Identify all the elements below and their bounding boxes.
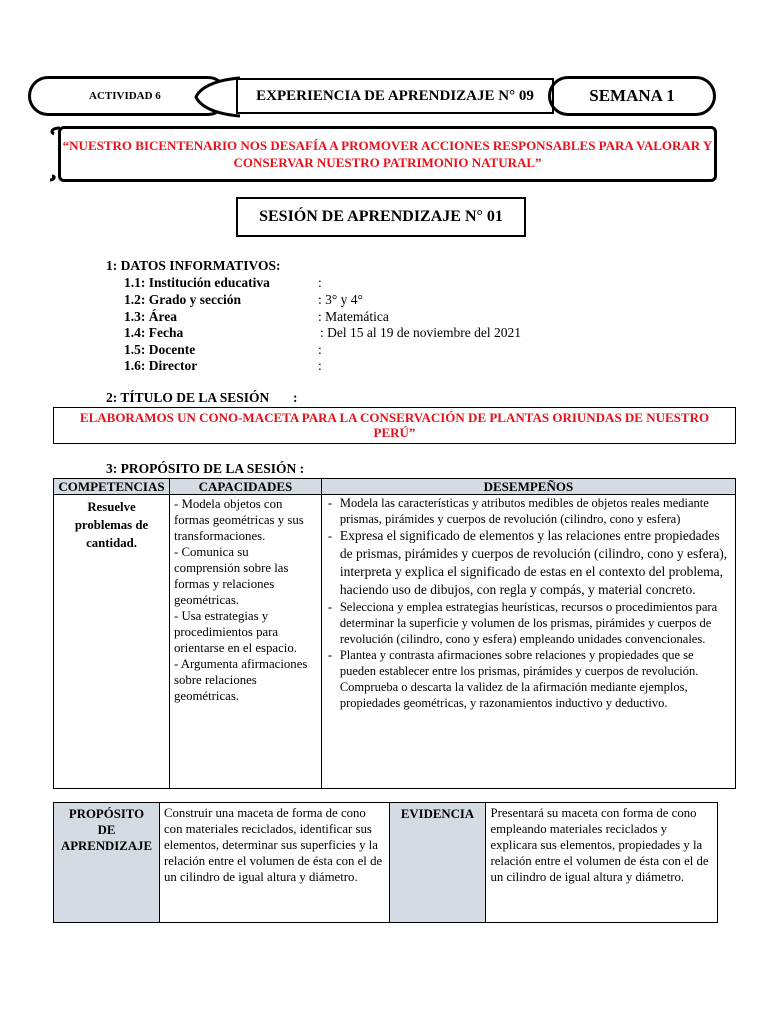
desempeno-text: Plantea y contrasta afirmaciones sobre relaciones y propiedades que se pueden establecer entre los prismas, pirámides y cuerpos de revolución. Comprueba o descarta la validez de la afirmación mediante ejemplos, propiedades geométricas, y razonamientos inductivo y deductivo.: [339, 648, 699, 710]
titulo-colon: :: [293, 390, 298, 405]
datos-value-5: :: [318, 342, 322, 357]
proposito-text: Construir una maceta de forma de cono con materiales reciclados, identificar sus elementos, determinar sus superficies y la relación entre el volumen de ésta con el de un cilindro de igual altura y diámetro.: [163, 806, 383, 884]
desempeno-text: Selecciona y emplea estrategias heurísticas, recursos o procedimientos para determinar la superficie y volumen de los prismas, pirámides y cuerpos de revolución (cilindro, cono y esfera) empleando unidades convencionales.: [339, 600, 718, 646]
desempeno-item: - Selecciona y emplea estrategias heurísticas, recursos o procedimientos para determinar la superficie y volumen de los prismas, pirámides y cuerpos de revolución (cilindro, cono y esfera) empleando unidades convencionales.: [328, 599, 731, 647]
bracket-decoration: [186, 76, 242, 118]
competencia-cell: [54, 495, 170, 789]
motto-banner: [58, 126, 717, 182]
header-competencias: COMPETENCIAS: [54, 479, 170, 495]
header-desempenos: DESEMPEÑOS: [321, 479, 735, 495]
proposito-label: PROPÓSITO DE APRENDIZAJE: [60, 807, 152, 853]
competencias-table: [53, 478, 736, 789]
datos-value-4: : Del 15 al 19 de noviembre del 2021: [320, 325, 521, 340]
proposito-label-cell: [54, 803, 160, 923]
datos-label-5: 1.5: Docente: [124, 342, 196, 357]
capacidad-item: - Argumenta afirmaciones sobre relaciones geométricas.: [173, 657, 308, 703]
datos-label-6: 1.6: Director: [124, 358, 198, 373]
semana-label: SEMANA 1: [548, 76, 716, 116]
datos-value-1: :: [318, 275, 322, 290]
table-row: [54, 803, 718, 923]
evidencia-label-cell: [389, 803, 486, 923]
desempeno-text: Modela las características y atributos medibles de objetos reales mediante prismas, pirámides y cuerpos de revolución (cilindro, cono y esfera): [339, 496, 709, 526]
titulo-heading: 2: TÍTULO DE LA SESIÓN: [106, 390, 270, 405]
datos-label-3: 1.3: Área: [124, 309, 177, 324]
evidencia-label: EVIDENCIA: [400, 807, 475, 821]
proposito-table: [53, 802, 718, 923]
desempeno-item: - Plantea y contrasta afirmaciones sobre relaciones y propiedades que se pueden establecer entre los prismas, pirámides y cuerpos de revolución. Comprueba o descarta la validez de la afirmación mediante ejemplos, propiedades geométricas, y razonamientos inductivo y deductivo.: [328, 647, 731, 711]
capacidad-item: - Comunica su comprensión sobre las formas y relaciones geométricas.: [173, 545, 289, 607]
datos-label-4: 1.4: Fecha: [124, 325, 184, 340]
desempenos-cell: [321, 495, 735, 789]
motto-line-1: “NUESTRO BICENTENARIO NOS DESAFÍA A PROMOVER ACCIONES RESPONSABLES PARA VALORAR Y: [62, 138, 713, 153]
header-capacidades: CAPACIDADES: [169, 479, 321, 495]
actividad-text: ACTIVIDAD 6: [89, 90, 161, 102]
datos-heading: 1: DATOS INFORMATIVOS:: [106, 258, 281, 273]
competencia-text: Resuelve problemas de cantidad.: [74, 500, 149, 550]
desempeno-text: Expresa el significado de elementos y las relaciones entre propiedades de prismas, pirámides y cuerpos de revolución (cilindro, cono y esfera), interpreta y explica el significado de estas en el contexto del problema, haciendo uso de dibujos, con regla y compás, y material concreto.: [339, 528, 728, 597]
capacidades-cell: [169, 495, 321, 789]
titulo-line-2: PERÚ”: [373, 425, 416, 440]
capacidad-item: - Usa estrategias y procedimientos para orientarse en el espacio.: [173, 609, 297, 655]
table-row: [54, 495, 736, 789]
evidencia-text: Presentará su maceta con forma de cono empleando materiales reciclados y explicara sus elementos, propiedades y la relación entre el volumen de ésta con el de un cilindro de igual altura y diámetro.: [490, 806, 709, 884]
desempeno-item: - Expresa el significado de elementos y las relaciones entre propiedades de prismas, pirámides y cuerpos de revolución (cilindro, cono y esfera), interpreta y explica el significado de estas en el contexto del problema, haciendo uso de dibujos, con regla y compás, y material concreto.: [328, 527, 731, 599]
motto-line-2: CONSERVAR NUESTRO PATRIMONIO NATURAL”: [233, 155, 542, 170]
table-header-row: [54, 479, 736, 495]
datos-value-3: : Matemática: [318, 309, 389, 324]
datos-label-2: 1.2: Grado y sección: [124, 292, 241, 307]
sesion-title: SESIÓN DE APRENDIZAJE N° 01: [236, 197, 526, 237]
capacidad-item: - Modela objetos con formas geométricas y sus transformaciones.: [173, 497, 304, 543]
titulo-box: [53, 407, 736, 444]
experiencia-title: EXPERIENCIA DE APRENDIZAJE N° 09: [236, 78, 554, 114]
desempeno-item: - Modela las características y atributos medibles de objetos reales mediante prismas, pirámides y cuerpos de revolución (cilindro, cono y esfera): [328, 495, 731, 527]
datos-value-2: : 3° y 4°: [318, 292, 363, 307]
titulo-line-1: ELABORAMOS UN CONO-MACETA PARA LA CONSERVACIÓN DE PLANTAS ORIUNDAS DE NUESTRO: [79, 410, 710, 425]
proposito-text-cell: [159, 803, 389, 923]
evidencia-text-cell: [486, 803, 718, 923]
proposito-heading: 3: PROPÓSITO DE LA SESIÓN :: [106, 461, 305, 476]
datos-label-1: 1.1: Institución educativa: [124, 275, 270, 290]
datos-value-6: :: [318, 358, 322, 373]
